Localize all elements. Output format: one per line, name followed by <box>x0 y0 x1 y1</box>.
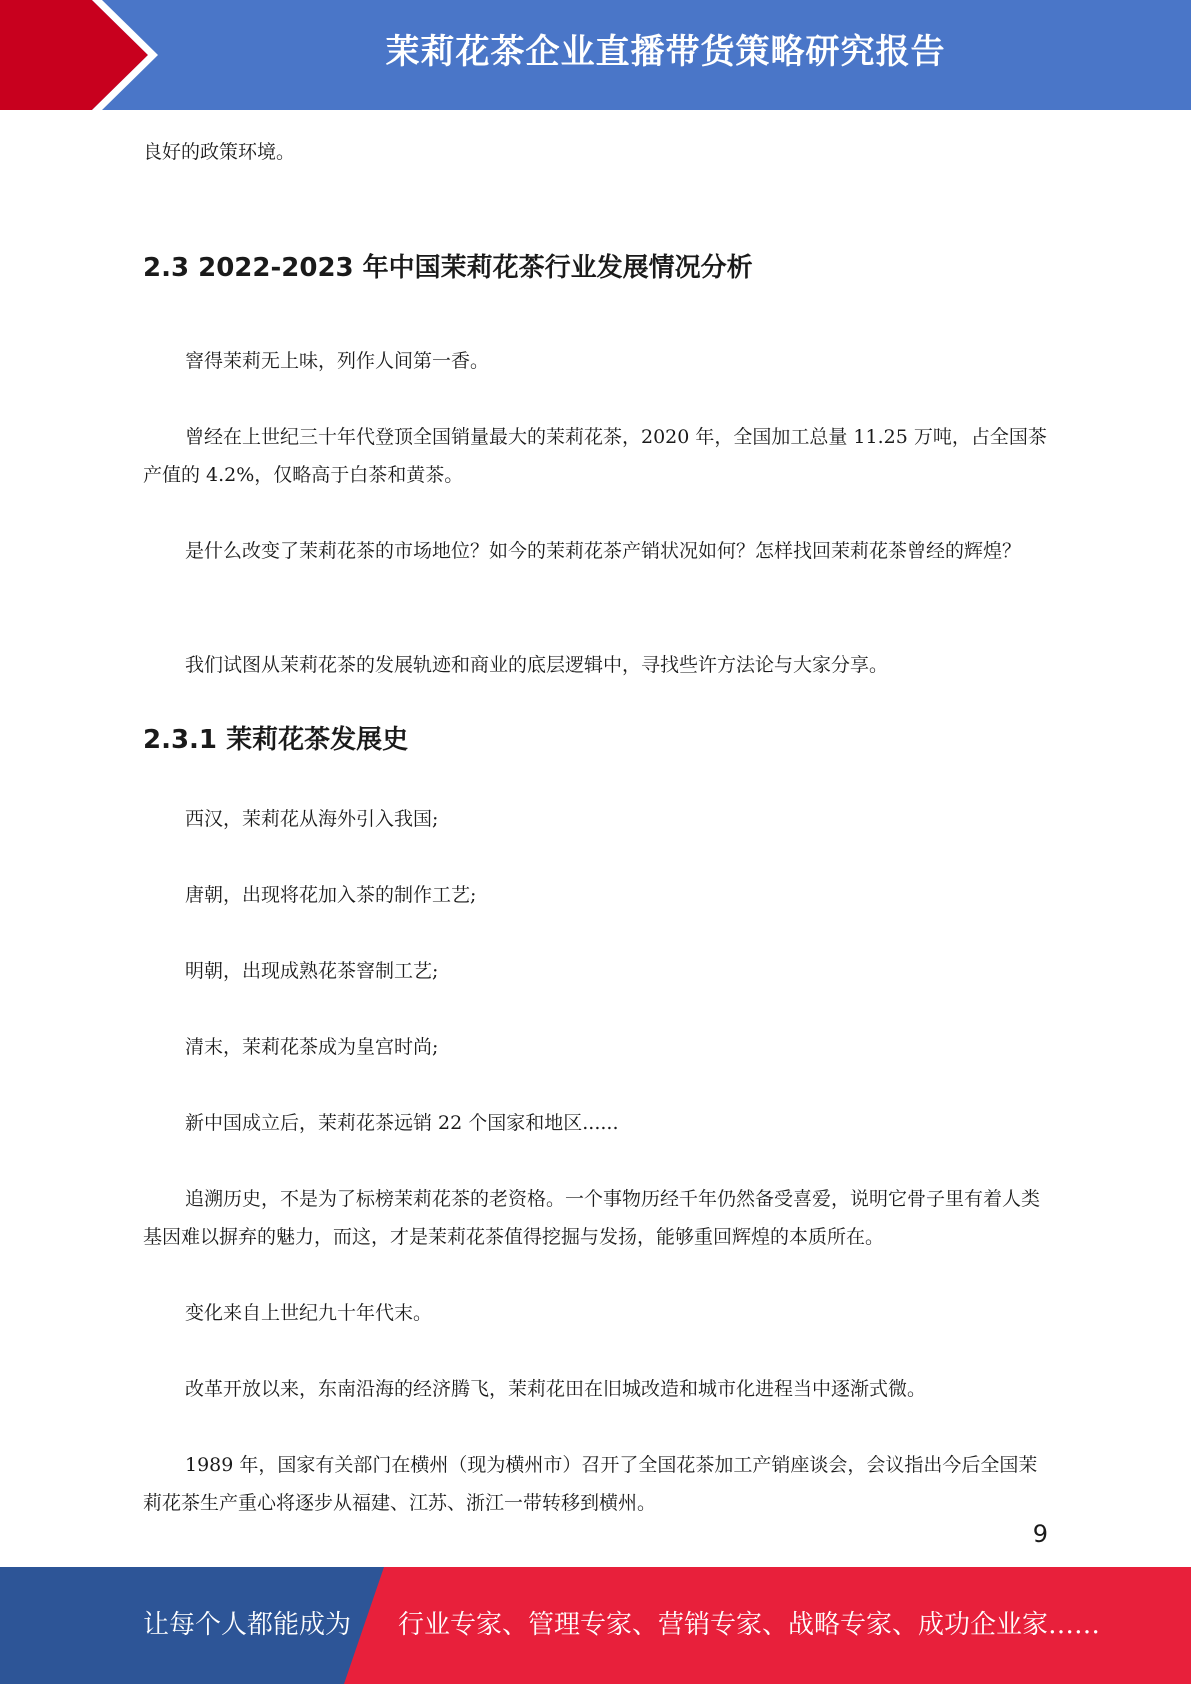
paragraph: 清末，茉莉花茶成为皇宫时尚; <box>185 1036 439 1058</box>
header-banner <box>0 0 1191 110</box>
paragraph: 明朝，出现成熟花茶窨制工艺; <box>185 960 439 982</box>
page-number: 9 <box>1032 1520 1048 1548</box>
paragraph: 西汉，茉莉花从海外引入我国; <box>185 808 439 830</box>
paragraph: 我们试图从茉莉花茶的发展轨迹和商业的底层逻辑中，寻找些许方法论与大家分享。 <box>185 654 889 676</box>
report-title: 茉莉花茶企业直播带货策略研究报告 <box>385 32 946 72</box>
paragraph: 变化来自上世纪九十年代末。 <box>185 1302 433 1324</box>
paragraph: 唐朝，出现将花加入茶的制作工艺; <box>185 884 477 906</box>
section-heading-2-3: 2.3 2022-2023 年中国茉莉花茶行业发展情况分析 <box>143 253 753 283</box>
paragraph: 曾经在上世纪三十年代登顶全国销量最大的茉莉花茶，2020 年，全国加工总量 11.25 万吨，占全国茶产值的 4.2%，仅略高于白茶和黄茶。 <box>143 426 1047 486</box>
paragraph: 是什么改变了茉莉花茶的市场地位？如今的茉莉花茶产销状况如何？怎样找回茉莉花茶曾经的辉煌？ <box>185 540 1022 562</box>
footer-slogan-left: 让每个人都能成为 <box>143 1610 352 1640</box>
paragraph: 追溯历史，不是为了标榜茉莉花茶的老资格。一个事物历经千年仍然备受喜爱，说明它骨子里有着人类基因难以摒弃的魅力，而这，才是茉莉花茶值得挖掘与发扬，能够重回辉煌的本质所在。 <box>143 1188 1041 1248</box>
paragraph: 窨得茉莉无上味，列作人间第一香。 <box>185 350 490 372</box>
footer-banner <box>0 1567 1191 1684</box>
paragraph: 1989 年，国家有关部门在横州（现为横州市）召开了全国花茶加工产销座谈会，会议指出今后全国茉莉花茶生产重心将逐步从福建、江苏、浙江一带转移到横州。 <box>143 1454 1038 1514</box>
paragraph: 新中国成立后，茉莉花茶远销 22 个国家和地区...... <box>185 1112 619 1134</box>
footer-slogan-right: 行业专家、管理专家、营销专家、战略专家、成功企业家…… <box>398 1610 1101 1640</box>
paragraph: 改革开放以来，东南沿海的经济腾飞，茉莉花田在旧城改造和城市化进程当中逐渐式微。 <box>185 1378 927 1400</box>
section-heading-2-3-1: 2.3.1 茉莉花茶发展史 <box>143 725 409 755</box>
paragraph-intro: 良好的政策环境。 <box>143 141 296 163</box>
